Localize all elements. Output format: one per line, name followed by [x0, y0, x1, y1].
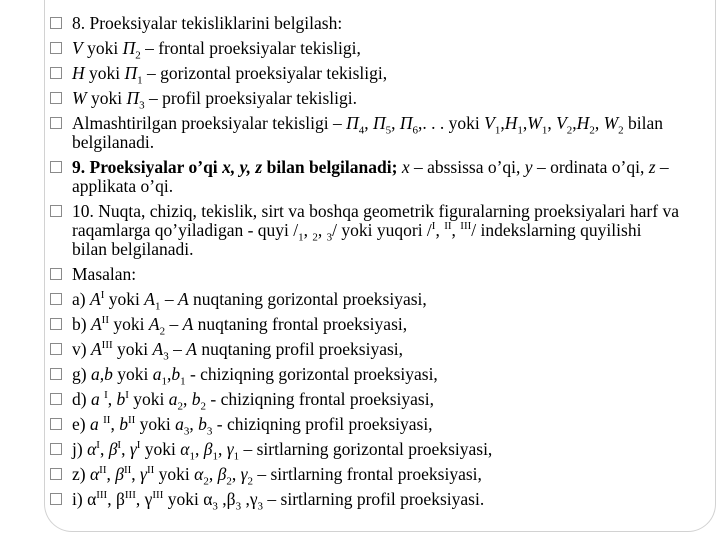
- list-item: [50, 364, 680, 388]
- list-item-text: i) $\alpha^{III}$, $\beta^{III}$, $\gamma^{III}$ yoki $\alpha_3$ $,\beta_3$ $,\gamma_3$ – sirtlarning profil proeksiyasi.: [72, 489, 485, 513]
- square-bullet-icon: [50, 117, 62, 129]
- square-bullet-icon: [50, 493, 62, 505]
- list-item: [50, 158, 680, 196]
- list-item-text: g) a,b yoki $a_1,b_1$ - chiziqning gorizontal proeksiyasi,: [72, 364, 438, 388]
- square-bullet-icon: [50, 205, 62, 217]
- square-bullet-icon: [50, 318, 62, 330]
- square-bullet-icon: [50, 293, 62, 305]
- square-bullet-icon: [50, 161, 62, 173]
- square-bullet-icon: [50, 268, 62, 280]
- square-bullet-icon: [50, 42, 62, 54]
- list-item-text: d) a $^I$, $b^I$ yoki $a_2$, $b_2$ - chiziqning frontal proeksiyasi,: [72, 389, 434, 413]
- square-bullet-icon: [50, 343, 62, 355]
- list-item-text: 10. Nuqta, chiziq, tekislik, sirt va boshqa geometrik figuralarning proeksiyalari harf va raqamlarga qo’yiladigan - quyi $/_1$, $_2$, $_3$/ yoki yuqori /$^I$, $^{II}$, $^{III}$/ indekslarning quyilishi bilan belgilanadi.: [72, 201, 679, 259]
- list-item-text: 9. Proeksiyalar o’qi x, y, z bilan belgilanadi; x – abssissa o’qi, y – ordinata o’qi, z – applikata o’qi.: [72, 157, 669, 196]
- list-item-text: Masalan:: [72, 264, 137, 284]
- square-bullet-icon: [50, 393, 62, 405]
- list-item-text: b) $A^{II}$ yoki $A_2$ – A nuqtaning frontal proeksiyasi,: [72, 314, 408, 338]
- square-bullet-icon: [50, 443, 62, 455]
- list-item-text: W yoki $\Pi_3$ – profil proeksiyalar tekisligi.: [72, 88, 357, 112]
- list-item-text: H yoki $\Pi_1$ – gorizontal proeksiyalar tekisligi,: [72, 63, 388, 87]
- square-bullet-icon: [50, 92, 62, 104]
- list-item-text: a) $A^I$ yoki $A_1$ – A nuqtaning gorizontal proeksiyasi,: [72, 289, 427, 313]
- square-bullet-icon: [50, 67, 62, 79]
- list-item: [50, 63, 680, 87]
- list-item: [50, 339, 680, 363]
- list-item: [50, 439, 680, 463]
- list-item: [50, 114, 680, 152]
- list-item: [50, 38, 680, 62]
- list-item-text: 8. Proeksiyalar tekisliklarini belgilash:: [72, 13, 343, 33]
- square-bullet-icon: [50, 368, 62, 380]
- list-item: [50, 14, 680, 33]
- list-item: [50, 414, 680, 438]
- list-item: [50, 489, 680, 513]
- list-item-text: V yoki $\Pi_2$ – frontal proeksiyalar tekisligi,: [72, 38, 361, 62]
- list-item: [50, 88, 680, 112]
- list-item-text: e) a $^{II}$, $b^{II}$ yoki $a_3$, $b_3$ - chiziqning profil proeksiyasi,: [72, 414, 433, 438]
- list-item: [50, 314, 680, 338]
- square-bullet-icon: [50, 17, 62, 29]
- list-item: [50, 289, 680, 313]
- list-item: [50, 265, 680, 284]
- list-item: [50, 464, 680, 488]
- list-item-text: z) $\alpha^{II}$, $\beta^{II}$, $\gamma^{II}$ yoki $\alpha_2$, $\beta_2$, $\gamma_2$ – sirtlarning frontal proeksiyasi,: [72, 464, 482, 488]
- list-item: [50, 389, 680, 413]
- list-item: [50, 202, 680, 259]
- list-item-text: Almashtirilgan proeksiyalar tekisligi – $\Pi_4$, $\Pi_5$, $\Pi_6$,. . . yoki $V_1,H_1,W_1$, $V_2,H_2$, $W_2$ bilan belgilanadi.: [72, 113, 664, 152]
- list-item-text: v) $A^{III}$ yoki $A_3$ – A nuqtaning profil proeksiyasi,: [72, 339, 404, 363]
- list-item-text: j) $\alpha^I$, $\beta^I$, $\gamma^I$ yoki $\alpha_1$, $\beta_1$, $\gamma_1$ – sirtlarning gorizontal proeksiyasi,: [72, 439, 493, 463]
- square-bullet-icon: [50, 468, 62, 480]
- bullet-list: [50, 14, 680, 515]
- square-bullet-icon: [50, 418, 62, 430]
